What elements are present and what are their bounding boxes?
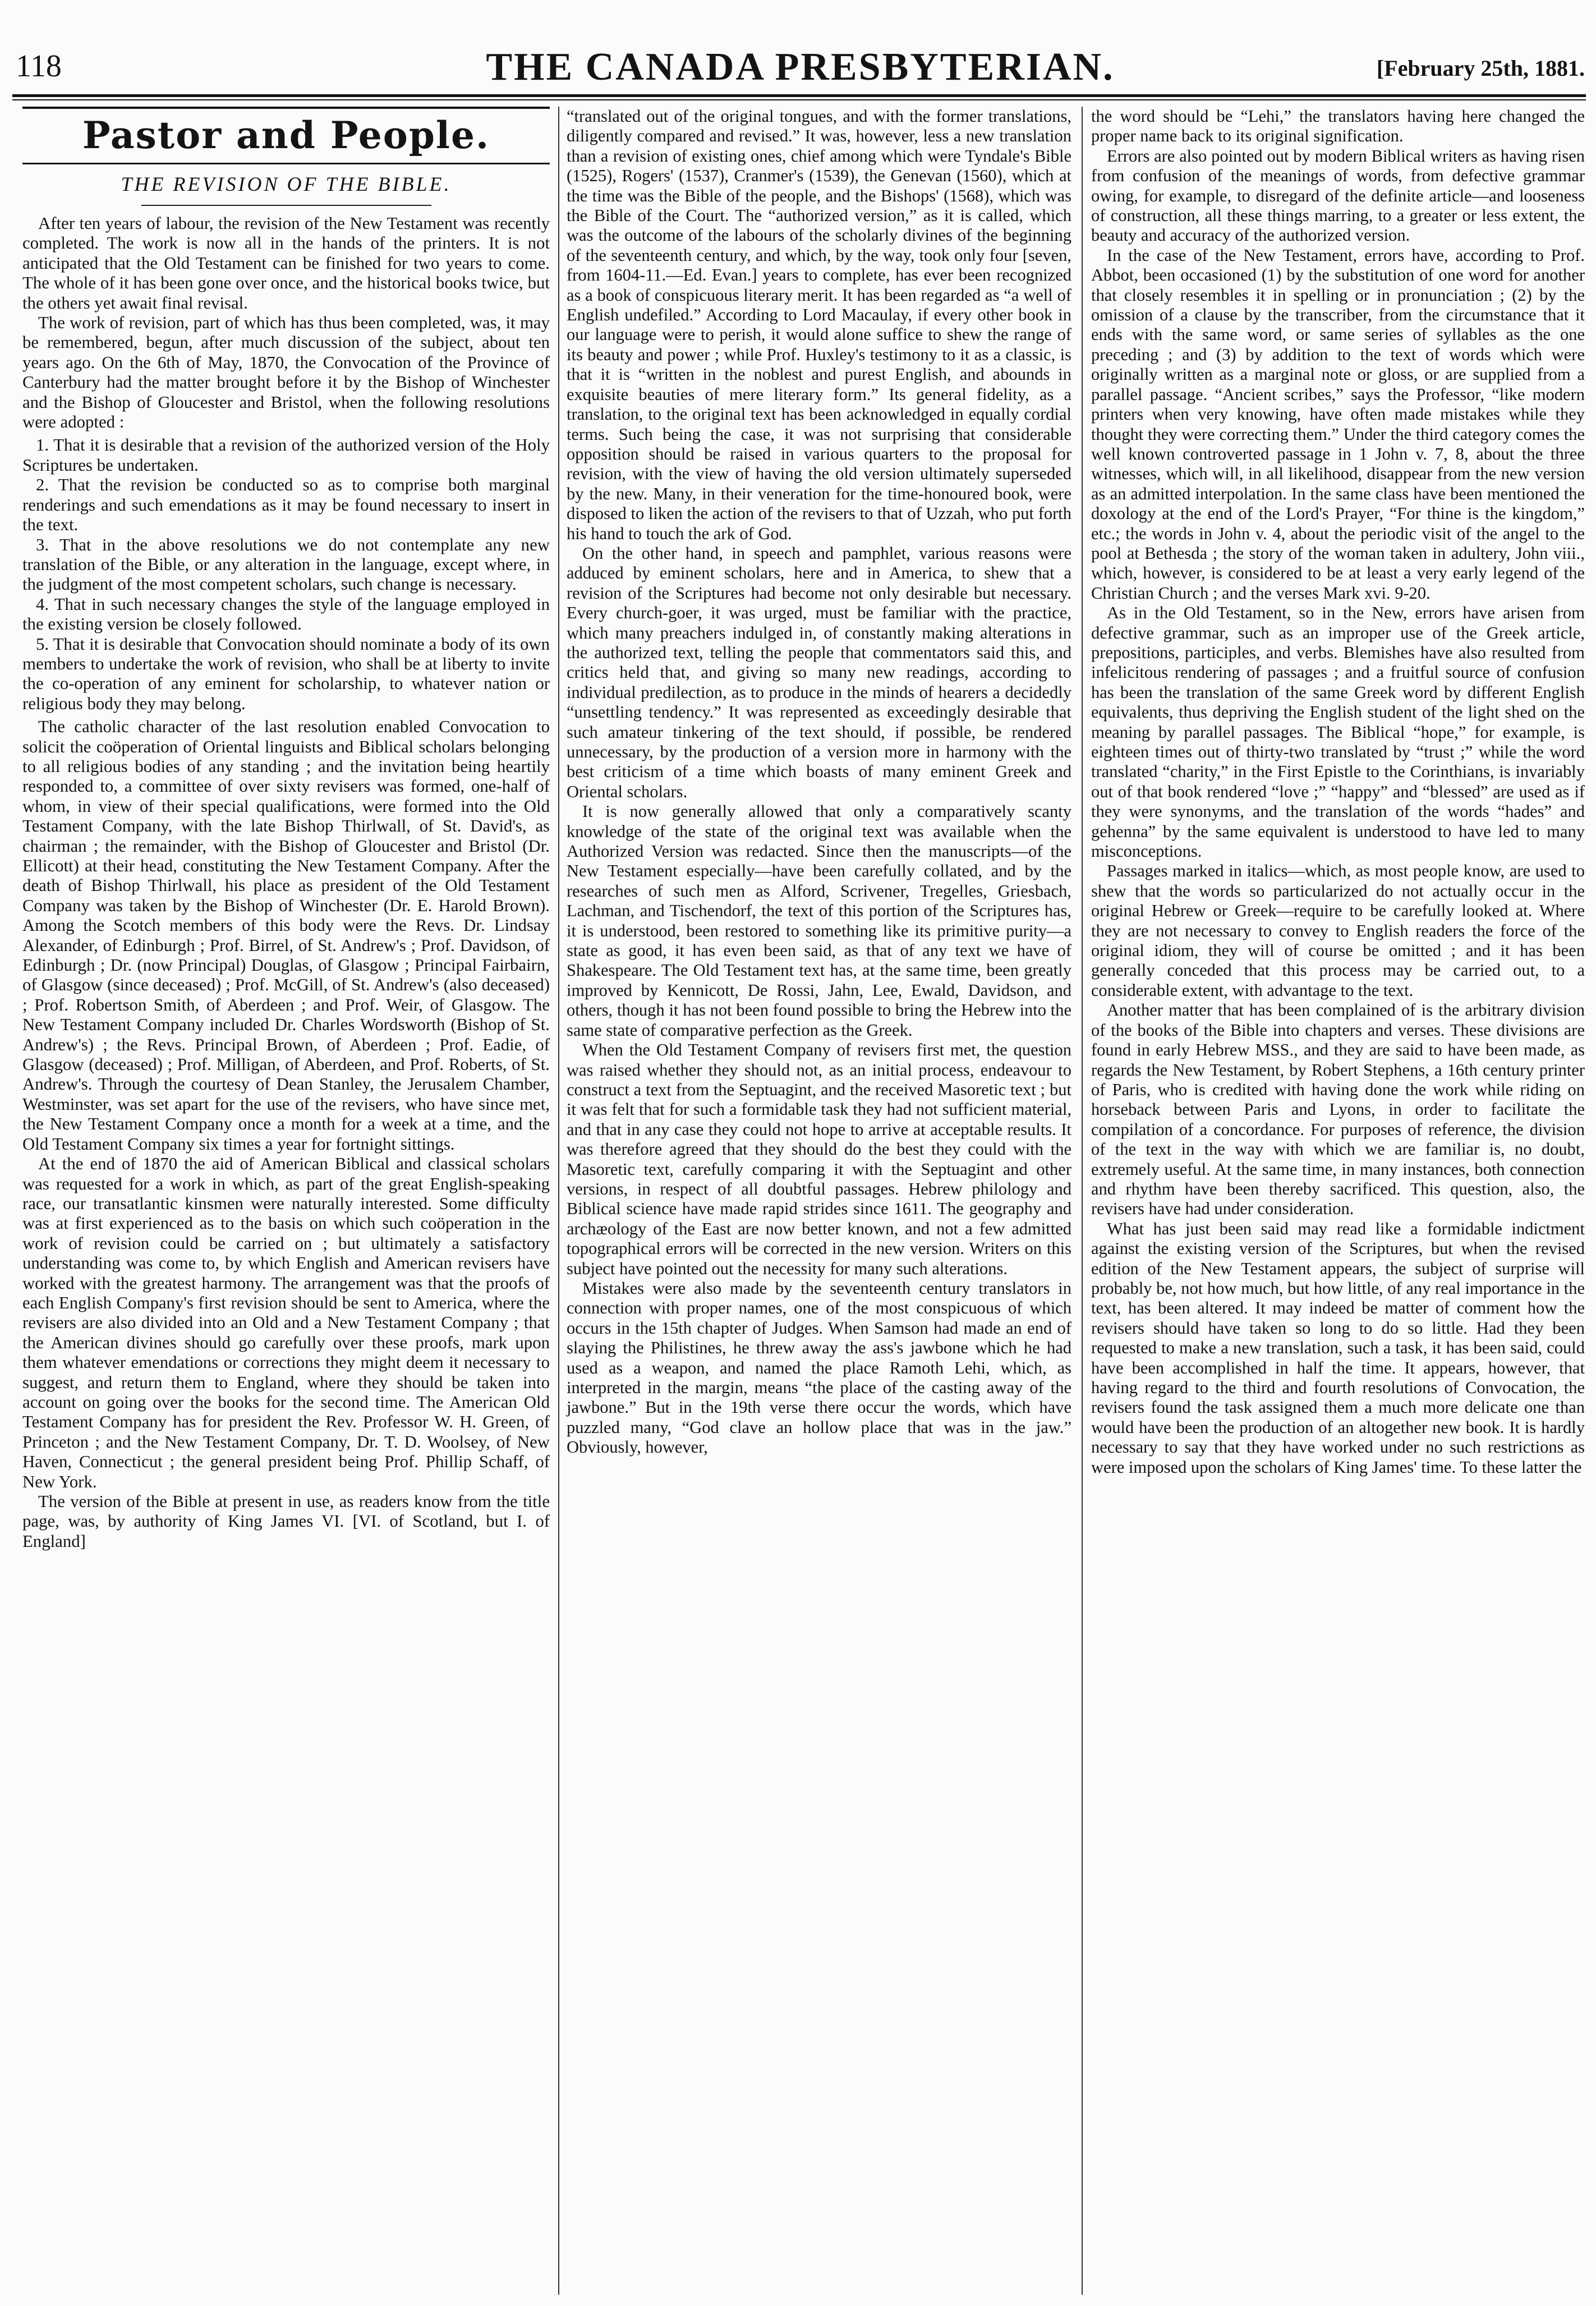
section-heading: Pastor and People.: [82, 113, 490, 157]
paragraph: Another matter that has been complained of is the arbitrary division of the books of the Bible into chapters and verses. These divisions are found in early Hebrew MSS., and they are said to have been made, as regards the New Testament, by Robert Stephens, a 16th century printer of Paris, who is credited with having done the work while riding on horseback between Paris and Lyons, in order to facilitate the compilation of a concordance. For purposes of reference, the division of the text in the way with which we are familiar is, no doubt, extremely useful. At the same time, in many instances, both connection and rhythm have been thereby sacrificed. This question, also, the revisers have had under consideration.: [1091, 1000, 1585, 1219]
column-2-body: [567, 107, 1071, 1458]
paragraph: At the end of 1870 the aid of American Biblical and classical scholars was requested for a work in which, as part of the great English-speaking race, our transatlantic kinsmen were naturally interested. Some difficulty was at first experienced as to the basis on which such coöperation in the work of revision could be carried on ; but ultimately a satisfactory understanding was come to, by which English and American revisers have worked with the greatest harmony. The arrangement was that the proofs of each English Company's first revision should be sent to America, where the revisers are also divided into an Old and a New Testament Company ; that the American divines should go carefully over these proofs, mark upon them whatever emendations or corrections they might deem it necessary to suggest, and return them to England, where they should be taken into account on going over the books for the second time. The American Old Testament Company has for president the Rev. Professor W. H. Green, of Princeton ; and the New Testament Company, Dr. T. D. Woolsey, of New Haven, Connecticut ; the general president being Prof. Phillip Schaff, of New York.: [22, 1154, 550, 1491]
journal-title: THE CANADA PRESBYTERIAN.: [486, 45, 1115, 89]
page-number: 118: [16, 49, 62, 84]
paragraph: the word should be “Lehi,” the translators having here changed the proper name back to its original signification.: [1091, 107, 1585, 146]
resolutions-list: [22, 435, 550, 714]
paragraph: The catholic character of the last resolution enabled Convocation to solicit the coöperation of Oriental linguists and Biblical scholars belonging to all religious bodies of any standing ; and the invitation being heartily responded to, a committee of over sixty revisers was formed, one-half of whom, in view of their special qualifications, were formed into the Old Testament Company, with the late Bishop Thirlwall, of St. David's, as chairman ; the remainder, with the Bishop of Gloucester and Bristol (Dr. Ellicott) at their head, constituting the New Testament Company. After the death of Bishop Thirlwall, his place as president of the Old Testament Company was taken by the Bishop of Winchester (Dr. E. Harold Brown). Among the Scotch members of this body were the Revs. Dr. Lindsay Alexander, of Edinburgh ; Prof. Birrel, of St. Andrew's ; Prof. Davidson, of Edinburgh ; Dr. (now Principal) Douglas, of Glasgow ; Principal Fairbairn, of Glasgow (since deceased) ; Prof. McGill, of St. Andrew's (also deceased) ; Prof. Robertson Smith, of Aberdeen ; and Prof. Weir, of Glasgow. The New Testament Company included Dr. Charles Wordsworth (Bishop of St. Andrew's) ; the Revs. Principal Brown, of Aberdeen ; Prof. Eadie, of Glasgow (deceased) ; Prof. Milligan, of Aberdeen, and Prof. Roberts, of St. Andrew's. Through the courtesy of Dean Stanley, the Jerusalem Chamber, Westminster, was set apart for the use of the revisers, who have since met, the New Testament Company once a month for a week at a time, and the Old Testament Company six times a year for fortnight sittings.: [22, 717, 550, 1154]
column-divider: [1082, 107, 1083, 2295]
paragraph: After ten years of labour, the revision of the New Testament was recently completed. The work is now all in the hands of the printers. It is not anticipated that the Old Testament can be finished for two years to come. The whole of it has been gone over once, and the historical books twice, but the others yet await final revisal.: [22, 214, 550, 313]
resolution-item: 4. That in such necessary changes the style of the language employed in the existing version be closely followed.: [22, 594, 550, 634]
paragraph: Mistakes were also made by the seventeenth century translators in connection with proper names, one of the most conspicuous of which occurs in the 15th chapter of Judges. When Samson had made an end of slaying the Philistines, he threw away the ass's jawbone which he had used as a weapon, and named the place Ramoth Lehi, which, as interpreted in the margin, means “the place of the casting away of the jawbone.” But in the 19th verse there occur the words, which have puzzled many, “God clave an hollow place that was in the jaw.” Obviously, however,: [567, 1278, 1071, 1457]
paragraph: The work of revision, part of which has thus been completed, was, it may be remembered, begun, after much discussion of the subject, about ten years ago. On the 6th of May, 1870, the Convocation of the Province of Canterbury had the matter brought before it by the Bishop of Winchester and the Bishop of Gloucester and Bristol, when the following resolutions were adopted :: [22, 313, 550, 432]
section-heading-box: [22, 107, 550, 164]
issue-date: [February 25th, 1881.: [1376, 56, 1585, 81]
resolution-item: 1. That it is desirable that a revision of the authorized version of the Holy Scriptures be undertaken.: [22, 435, 550, 475]
column-divider: [558, 107, 559, 2295]
resolution-item: 5. That it is desirable that Convocation should nominate a body of its own members to undertake the work of revision, who shall be at liberty to invite the co-operation of any eminent for scholarship, to whatever nation or religious body they may belong.: [22, 634, 550, 713]
paragraph: What has just been said may read like a formidable indictment against the existing version of the Scriptures, but when the revised edition of the New Testament appears, the subject of surprise will probably be, not how much, but how little, of any real importance in the text, has been altered. It may indeed be matter of comment how the revisers should have taken so long to do so little. Had they been requested to make a new translation, such a task, it has been said, could have been accomplished in half the time. It appears, however, that having regard to the third and fourth resolutions of Convocation, the revisers found the task assigned them a much more delicate one than would have been the production of an altogether new book. It is hardly necessary to say that they have worked under no such restrictions as were imposed upon the scholars of King James' time. To these latter the: [1091, 1219, 1585, 1477]
title-rule: [141, 205, 431, 206]
column-3-body: [1091, 107, 1585, 1477]
column-1-body: [22, 214, 550, 1551]
paragraph: When the Old Testament Company of revisers first met, the question was raised whether they should not, as an initial process, endeavour to construct a text from the Septuagint, and the received Masoretic text ; but it was felt that for such a formidable task they had not sufficient material, and that in any case they could not hope to arrive at acceptable results. It was therefore agreed that they should do the best they could with the Masoretic text, carefully comparing it with the Septuagint and other versions, in respect of all doubtful passages. Hebrew philology and Biblical science have made rapid strides since 1611. The geography and archæology of the East are now better known, and not a few admitted topographical errors will be corrected in the new version. Writers on this subject have pointed out the necessity for many such alterations.: [567, 1040, 1071, 1278]
paragraph: In the case of the New Testament, errors have, according to Prof. Abbot, been occasioned (1) by the substitution of one word for another that closely resembles it in spelling or in pronunciation ; (2) by the omission of a clause by the transcriber, from the circumstance that it ends with the same word, or same series of syllables as the one preceding ; and (3) by addition to the text of words which were originally written as a marginal note or gloss, or are supplied from a parallel passage. “Ancient scribes,” says the Professor, “like modern printers when very knowing, have often made mistakes while they thought they were correcting them.” Under the third category comes the well known controverted passage in 1 John v. 7, 8, about the three witnesses, which will, in all likelihood, disappear from the new version as an admitted interpolation. In the same class have been mentioned the doxology at the end of the Lord's Prayer, “For thine is the kingdom,” etc.; the words in John v. 4, about the periodic visit of the angel to the pool at Bethesda ; the story of the woman taken in adultery, John viii., which, however, is considered to be at least a very early legend of the Christian Church ; and the verses Mark xvi. 9-20.: [1091, 245, 1585, 603]
resolution-item: 2. That the revision be conducted so as to comprise both marginal renderings and such emendations as it may be found necessary to insert in the text.: [22, 475, 550, 535]
paragraph: Errors are also pointed out by modern Biblical writers as having risen from confusion of the meanings of words, from defective grammar owing, for example, to disregard of the definite article—and looseness of construction, all these things marring, to a greater or less extent, the beauty and accuracy of the authorized version.: [1091, 146, 1585, 245]
column-3: [1091, 107, 1585, 1477]
paragraph: “translated out of the original tongues, and with the former translations, diligently compared and revised.” It was, however, less a new translation than a revision of existing ones, chief among which were Tyndale's Bible (1525), Rogers' (1537), Cranmer's (1539), the Genevan (1560), which at the time was the Bible of the people, and the Bishops' (1568), which was the Bible of the Court. The “authorized version,” as it is called, which was the outcome of the labours of the scholarly divines of the beginning of the seventeenth century, and which, by the way, took only four [seven, from 1604-11.—Ed. Evan.] years to complete, has ever been recognized as a book of conspicuous literary merit. It has been regarded as “a well of English undefiled.” According to Lord Macaulay, if every other book in our language were to perish, it would alone suffice to shew the range of its beauty and power ; while Prof. Huxley's testimony to it as a classic, is that it is “written in the noblest and purest English, and abounds in exquisite beauties of mere literary form.” Its general fidelity, as a translation, to the original text has been acknowledged in equally cordial terms. Such being the case, it was not surprising that considerable opposition should be raised in various quarters to the proposal for revision, with the view of having the old version ultimately superseded by the new. Many, in their veneration for the time-honoured book, were disposed to liken the action of the revisers to that of Uzzah, who put forth his hand to touch the ark of God.: [567, 107, 1071, 543]
column-2: [567, 107, 1071, 1458]
masthead-rule: [12, 94, 1586, 100]
paragraph: It is now generally allowed that only a comparatively scanty knowledge of the state of the original text was available when the Authorized Version was redacted. Since then the manuscripts—of the New Testament especially—have been carefully collated, and by the researches of such men as Alford, Scrivener, Tregelles, Griesbach, Lachman, and Tischendorf, the text of this portion of the Scriptures has, it is understood, been restored to something like its primitive purity—a state as good, it has even been said, as that of any text we have of Shakespeare. The Old Testament text has, at the same time, been greatly improved by Kennicott, De Rossi, Jahn, Lee, Ewald, Davidson, and others, though it has not been found possible to bring the Hebrew into the same state of comparative perfection as the Greek.: [567, 802, 1071, 1040]
paragraph: Passages marked in italics—which, as most people know, are used to shew that the words so particularized do not actually occur in the original Hebrew or Greek—require to be carefully looked at. Where they are not necessary to convey to English readers the force of the original idiom, they will of course be omitted ; and it has been generally conceded that this process may be carried out, to a considerable extent, with advantage to the text.: [1091, 861, 1585, 1000]
paragraph: The version of the Bible at present in use, as readers know from the title page, was, by authority of King James VI. [VI. of Scotland, but I. of England]: [22, 1492, 550, 1551]
column-1: [22, 107, 550, 1551]
masthead: [16, 45, 1585, 90]
paragraph: As in the Old Testament, so in the New, errors have arisen from defective grammar, such as an improper use of the Greek article, prepositions, participles, and verbs. Blemishes have also resulted from infelicitous rendering of passages ; and a fruitful source of confusion has been the translation of the same Greek word by different English equivalents, thus depriving the English student of the light shed on the meaning by parallel passages. The Biblical “hope,” for example, is eighteen times out of thirty-two translated by “trust ;” while the word translated “charity,” in the First Epistle to the Corinthians, is invariably out of that book rendered “love ;” “happy” and “blessed” are used as if they were synonyms, and the translation of the words “hades” and gehenna” by the same equivalent is understood to have led to many misconceptions.: [1091, 603, 1585, 861]
resolution-item: 3. That in the above resolutions we do not contemplate any new translation of the Bible, or any alteration in the language, except where, in the judgment of the most competent scholars, such change is necessary.: [22, 535, 550, 594]
article-title: THE REVISION OF THE BIBLE.: [121, 173, 452, 195]
paragraph: On the other hand, in speech and pamphlet, various reasons were adduced by eminent scholars, here and in America, to shew that a revision of the Scriptures had become not only desirable but necessary. Every church-goer, it was urged, must be familiar with the practice, which many preachers indulged in, of constantly making alterations in the authorized text, telling the people that commentators said this, and critics held that, and giving so many new readings, according to individual predilection, as to produce in the minds of hearers a decidedly “unsettling tendency.” It was represented as exceedingly desirable that such amateur tinkering of the text should, if possible, be rendered unnecessary, by the production of a version more in harmony with the best criticism of a time which boasts of many eminent Greek and Oriental scholars.: [567, 543, 1071, 801]
